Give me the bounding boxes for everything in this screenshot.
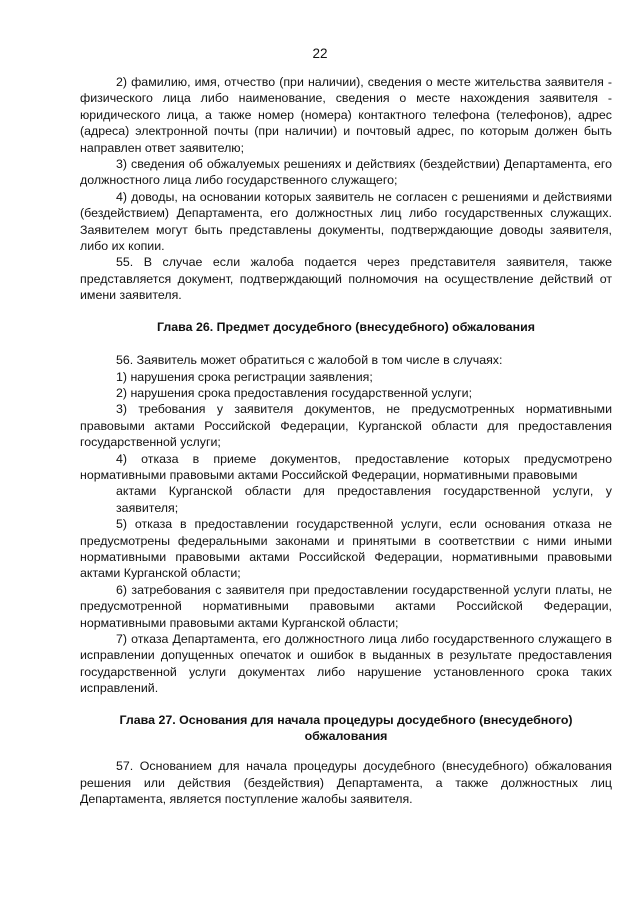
list-item: 4) отказа в приеме документов, предоставление которых предусмотрено нормативными правовыми актами Российской Федерации, нормативными правовыми xyxy=(80,451,612,482)
list-item-continuation: актами Курганской области для предоставления государственной услуги, у заявителя; xyxy=(116,484,612,515)
document-body xyxy=(80,74,612,808)
paragraph: 57. Основанием для начала процедуры досудебного (внесудебного) обжалования решения или действия (бездействия) Департамента, а также должностных лиц Департамента, является поступление жалобы заявителя. xyxy=(80,759,612,807)
paragraph: 3) сведения об обжалуемых решениях и действиях (бездействии) Департамента, его должностного лица либо государственного служащего; xyxy=(80,157,612,188)
chapter-27-heading: Глава 27. Основания для начала процедуры досудебного (внесудебного) обжалования xyxy=(119,712,573,744)
list-item: 5) отказа в предоставлении государственной услуги, если основания отказа не предусмотрены федеральными законами и принятыми в соответствии с ними иными нормативными правовыми актами Российской Федерации, нормативными правовыми актами Курганской области; xyxy=(80,517,612,581)
list-item: 2) нарушения срока предоставления государственной услуги; xyxy=(116,385,473,400)
paragraph: 4) доводы, на основании которых заявитель не согласен с решениями и действиями (бездействием) Департамента, его должностных лиц либо государственных служащих. Заявителем могут быть представлены документы, подтверждающие доводы заявителя, либо их копии. xyxy=(80,189,612,254)
list-item: 7) отказа Департамента, его должностного лица либо государственного служащего в исправлении допущенных опечаток и ошибок в выданных в результате предоставления государственной услуги документах либо нарушение установленного срока таких исправлений. xyxy=(80,632,612,696)
list-item: 3) требования у заявителя документов, не предусмотренных нормативными правовыми актами Российской Федерации, Курганской области для предоставления государственной услуги; xyxy=(80,402,612,450)
page-number: 22 xyxy=(312,46,328,61)
paragraph: 2) фамилию, имя, отчество (при наличии), сведения о месте жительства заявителя - физического лица либо наименование, сведения о месте нахождения заявителя - юридического лица, а также номер (номера) контактного телефона (телефонов), адрес (адреса) электронной почты (при наличии) и почтовый адрес, по которым должен быть направлен ответ заявителю; xyxy=(80,75,612,155)
chapter-26-heading: Глава 26. Предмет досудебного (внесудебного) обжалования xyxy=(156,319,535,334)
paragraph: 56. Заявитель может обратиться с жалобой в том числе в случаях: xyxy=(116,353,503,368)
paragraph: 55. В случае если жалоба подается через представителя заявителя, также представляется документ, подтверждающий полномочия на осуществление действий от имени заявителя. xyxy=(80,255,612,303)
list-item: 1) нарушения срока регистрации заявления; xyxy=(116,369,373,384)
list-item: 6) затребования с заявителя при предоставлении государственной услуги платы, не предусмотренной нормативными правовыми актами Российской Федерации, нормативными правовыми актами Курганской области; xyxy=(80,582,612,630)
